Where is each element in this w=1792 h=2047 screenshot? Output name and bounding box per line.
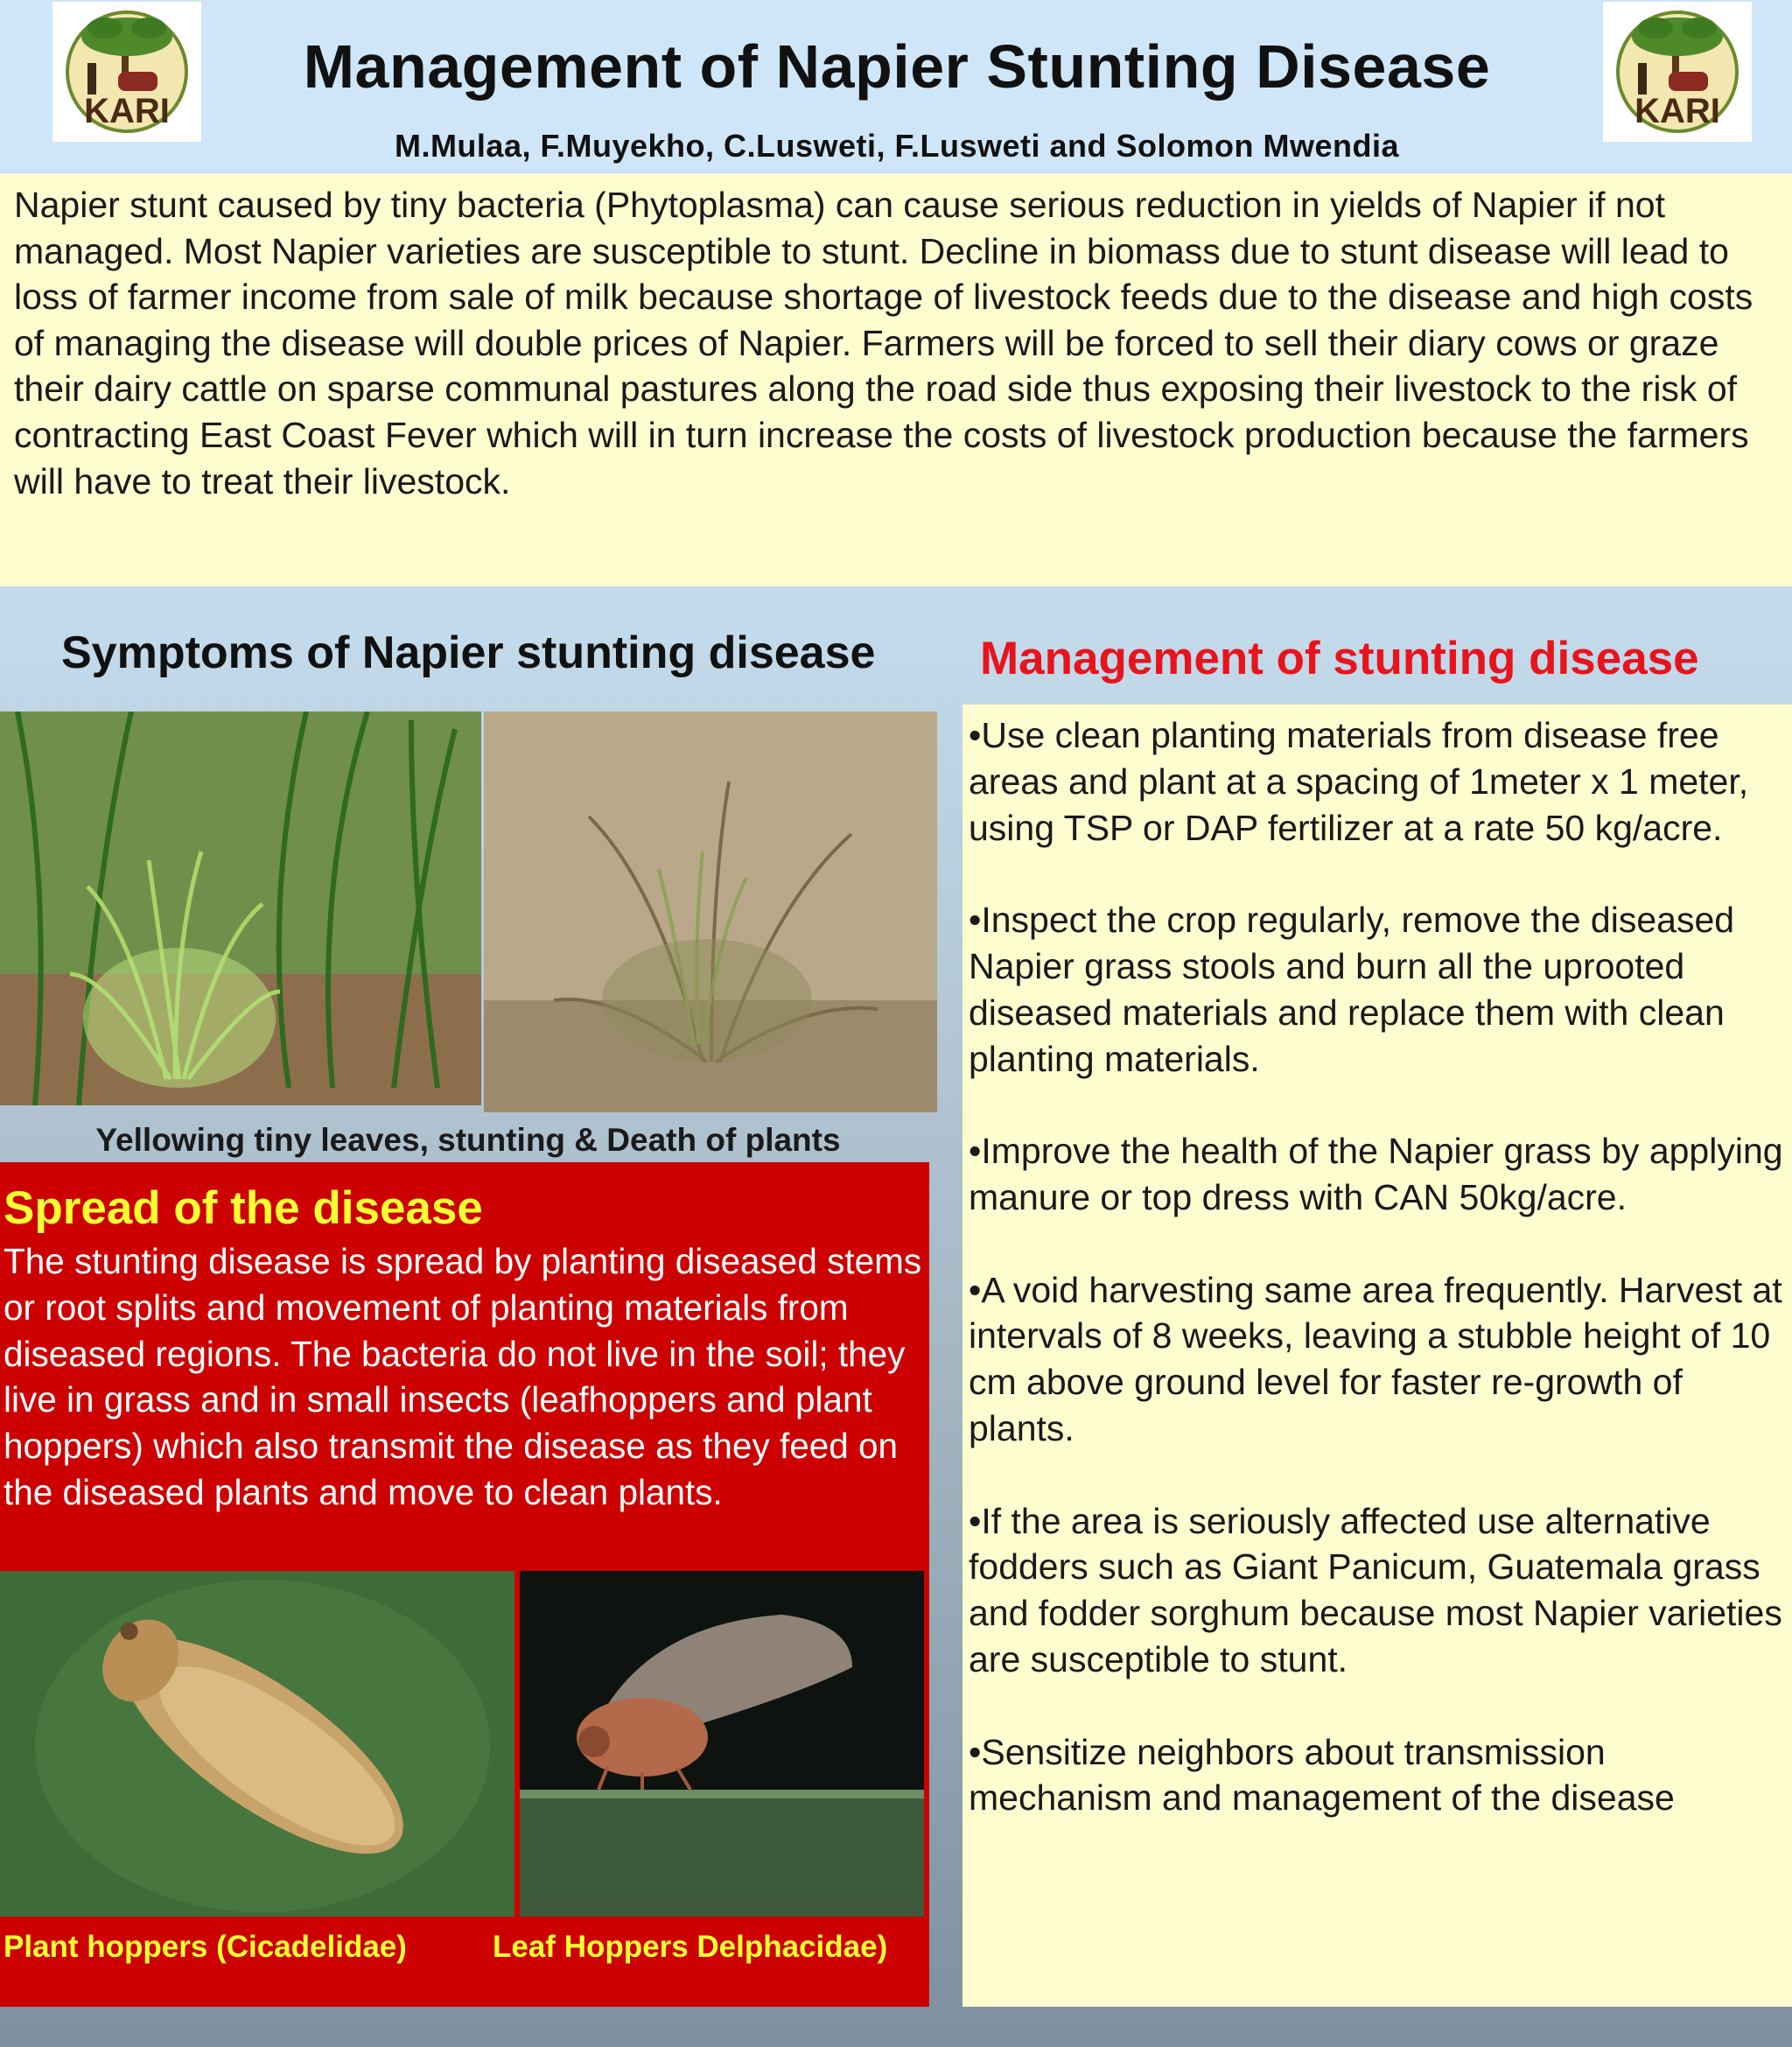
management-list xyxy=(969,712,1787,1868)
author-list: M.Mulaa, F.Muyekho, C.Lusweti, F.Lusweti and Solomon Mwendia xyxy=(394,128,1400,164)
leaf-hopper-photo xyxy=(520,1571,924,1917)
intro-paragraph: Napier stunt caused by tiny bacteria (Phytoplasma) can cause serious reduction in yields of Napier if not managed. Most Napier varieties are susceptible to stunt. Decline in biomass due to stunt disease will lead to loss of farmer income from sale of milk because shortage of livestock feeds due to the disease and high costs of managing the disease will double prices of Napier. Farmers will be forced to sell their diary cows or graze their dairy cattle on sparse communal pastures along the road side thus exposing their livestock to the risk of contracting East Coast Fever which will in turn increase the costs of livestock production because the farmers will have to treat their livestock. xyxy=(14,185,1754,501)
poster-title: Management of Napier Stunting Disease xyxy=(303,32,1491,101)
management-item: •If the area is seriously affected use alternative fodders such as Giant Panicum, Guatemala grass and fodder sorghum because most Napier varieties are susceptible to stunt. xyxy=(969,1500,1782,1679)
management-item: •Use clean planting materials from disease free areas and plant at a spacing of 1meter x 1 meter, using TSP or DAP fertilizer at a rate 50 kg/acre. xyxy=(969,715,1749,848)
symptoms-caption: Yellowing tiny leaves, stunting & Death of plants xyxy=(95,1122,841,1158)
spread-heading: Spread of the disease xyxy=(4,1182,483,1234)
plant-hopper-photo xyxy=(0,1571,514,1917)
plant-hoppers-caption: Plant hoppers (Cicadelidae) xyxy=(4,1930,407,1964)
dead-napier-photo xyxy=(484,712,937,1112)
management-item: •Improve the health of the Napier grass by applying manure or top dress with CAN 50kg/acre. xyxy=(969,1131,1783,1217)
leaf-hoppers-caption: Leaf Hoppers Delphacidae) xyxy=(493,1930,888,1964)
management-item: •Sensitize neighbors about transmission mechanism and management of the disease xyxy=(969,1731,1675,1819)
management-item: •A void harvesting same area frequently. Harvest at intervals of 8 weeks, leaving a stubble height of 10 cm above ground level for faster re-growth of plants. xyxy=(969,1269,1782,1448)
management-item: •Inspect the crop regularly, remove the diseased Napier grass stools and burn all the uprooted diseased materials and replace them with clean planting materials. xyxy=(969,900,1735,1079)
symptoms-heading: Symptoms of Napier stunting disease xyxy=(61,627,876,678)
kari-logo-right xyxy=(1603,2,1752,142)
management-heading: Management of stunting disease xyxy=(980,633,1699,684)
kari-logo-left xyxy=(52,2,201,142)
spread-paragraph: The stunting disease is spread by planting diseased stems or root splits and movement of planting materials from diseased regions. The bacteria do not live in the soil; they live in grass and in small insects (leafhoppers and plant hoppers) which also transmit the disease as they feed on the diseased plants and move to clean plants. xyxy=(4,1241,922,1512)
logo-text: KARI xyxy=(1634,92,1720,130)
logo-text: KARI xyxy=(84,92,170,130)
stunted-napier-photo xyxy=(0,712,481,1105)
